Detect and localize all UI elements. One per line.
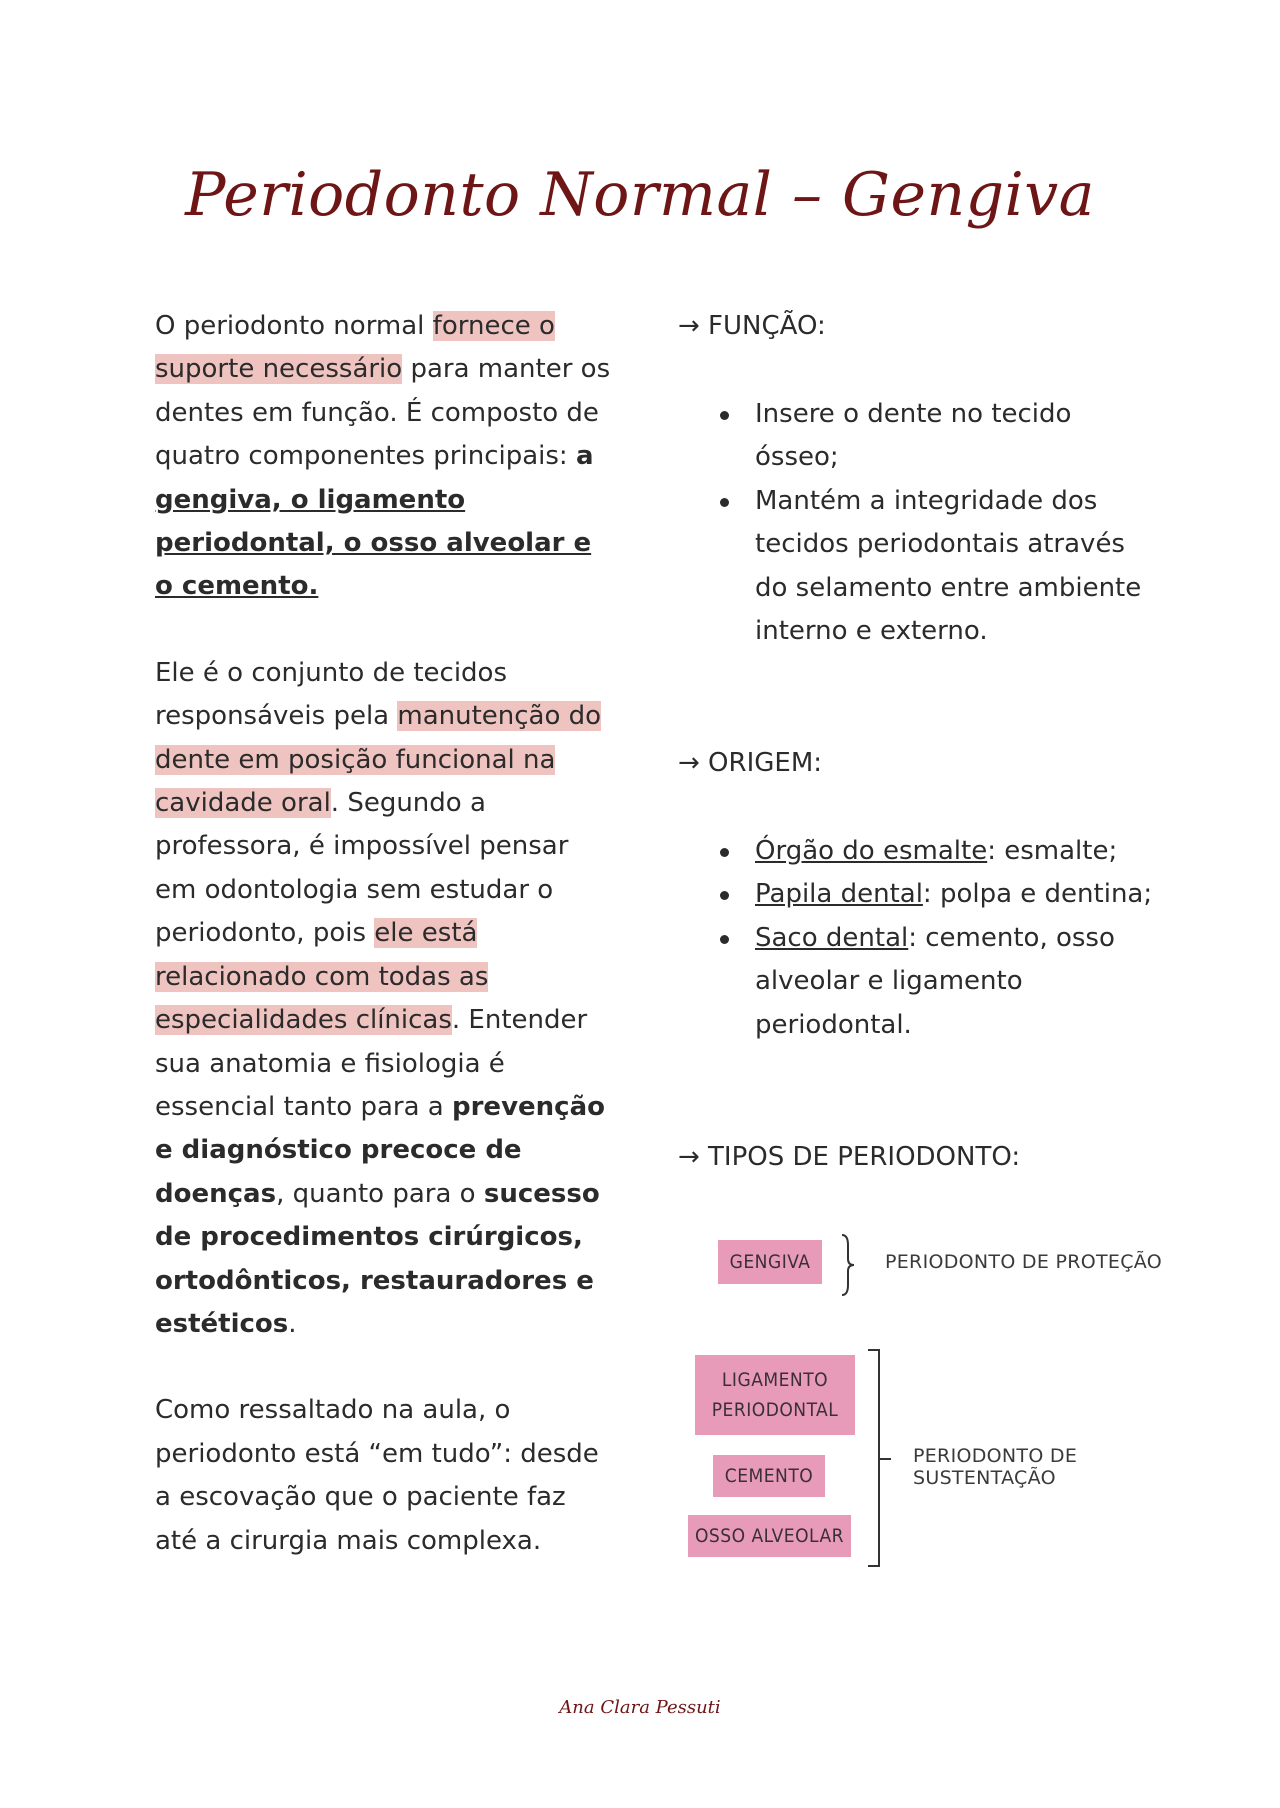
highlight: fornece o — [432, 311, 555, 341]
term: Órgão do esmalte — [755, 836, 988, 866]
text: Ele é o conjunto de tecidos responsáveis pela — [155, 657, 508, 732]
paragraph-intro — [155, 305, 615, 609]
text: : polpa e dentina; — [922, 879, 1153, 910]
list-funcao — [678, 393, 1158, 653]
heading-tipos: → TIPOS DE PERIODONTO: — [678, 1142, 1021, 1172]
text: . Entender sua anatomia e fisiologia é essencial tanto para a — [155, 1005, 588, 1122]
text: . — [288, 1308, 297, 1339]
list-item — [678, 917, 1158, 1047]
box-text: PERIODONTAL — [711, 1399, 839, 1421]
periodonto-types-diagram — [670, 1225, 1190, 1575]
list-item — [678, 873, 1158, 916]
list-origem — [678, 830, 1158, 1047]
list-item — [678, 830, 1158, 873]
box-ligamento — [695, 1355, 855, 1435]
text: , quanto para o — [276, 1178, 484, 1209]
bold-text: prevenção e diagnóstico precoce de doenças — [155, 1091, 605, 1209]
author-footer: Ana Clara Pessuti — [559, 1697, 721, 1718]
box-osso-alveolar: OSSO ALVEOLAR — [688, 1515, 851, 1557]
bold-underlined-text: gengiva, o ligamento periodontal, o osso alveolar e o cemento. — [155, 484, 592, 602]
brace-sustentacao — [865, 1347, 895, 1571]
text: : cemento, osso alveolar e ligamento periodontal. — [755, 922, 1115, 1040]
label-sustentacao: PERIODONTO DE SUSTENTAÇÃO — [913, 1445, 1078, 1489]
term: Saco dental — [755, 922, 909, 953]
bold-text: sucesso de procedimentos cirúrgicos, ortodônticos, restauradores e estéticos — [155, 1178, 600, 1339]
box-text: LIGAMENTO — [721, 1369, 829, 1391]
term: Papila dental — [755, 879, 923, 910]
page-title: Periodonto Normal – Gengiva — [185, 160, 1095, 230]
box-gengiva: GENGIVA — [718, 1240, 822, 1284]
heading-origem: → ORIGEM: — [678, 748, 823, 778]
bold-text: a — [575, 441, 594, 472]
text: O periodonto normal — [155, 311, 433, 341]
text: : esmalte; — [987, 836, 1118, 866]
highlight: ele está relacionado com todas as especialidades clínicas — [155, 918, 489, 1036]
highlight: suporte necessário — [155, 354, 403, 385]
left-column — [155, 305, 615, 1606]
list-item: Insere o dente no tecido ósseo; — [678, 393, 1158, 480]
text: para manter os dentes em função. É composto de quatro componentes principais: — [155, 354, 611, 472]
highlight: manutenção do dente em posição funcional na cavidade oral — [155, 701, 602, 819]
box-cemento: CEMENTO — [713, 1455, 825, 1497]
paragraph-conclusion: Como ressaltado na aula, o periodonto está “em tudo”: desde a escovação que o paciente faz até a cirurgia mais complexa. — [155, 1395, 599, 1556]
paragraph-importance — [155, 652, 615, 1347]
brace-protecao — [838, 1233, 858, 1297]
label-protecao: PERIODONTO DE PROTEÇÃO — [885, 1251, 1163, 1273]
list-item: Mantém a integridade dos tecidos periodontais através do selamento entre ambiente interno e externo. — [678, 480, 1158, 654]
text: . Segundo a professora, é impossível pensar em odontologia sem estudar o periodonto, pois — [155, 788, 569, 949]
heading-funcao: → FUNÇÃO: — [678, 311, 826, 341]
